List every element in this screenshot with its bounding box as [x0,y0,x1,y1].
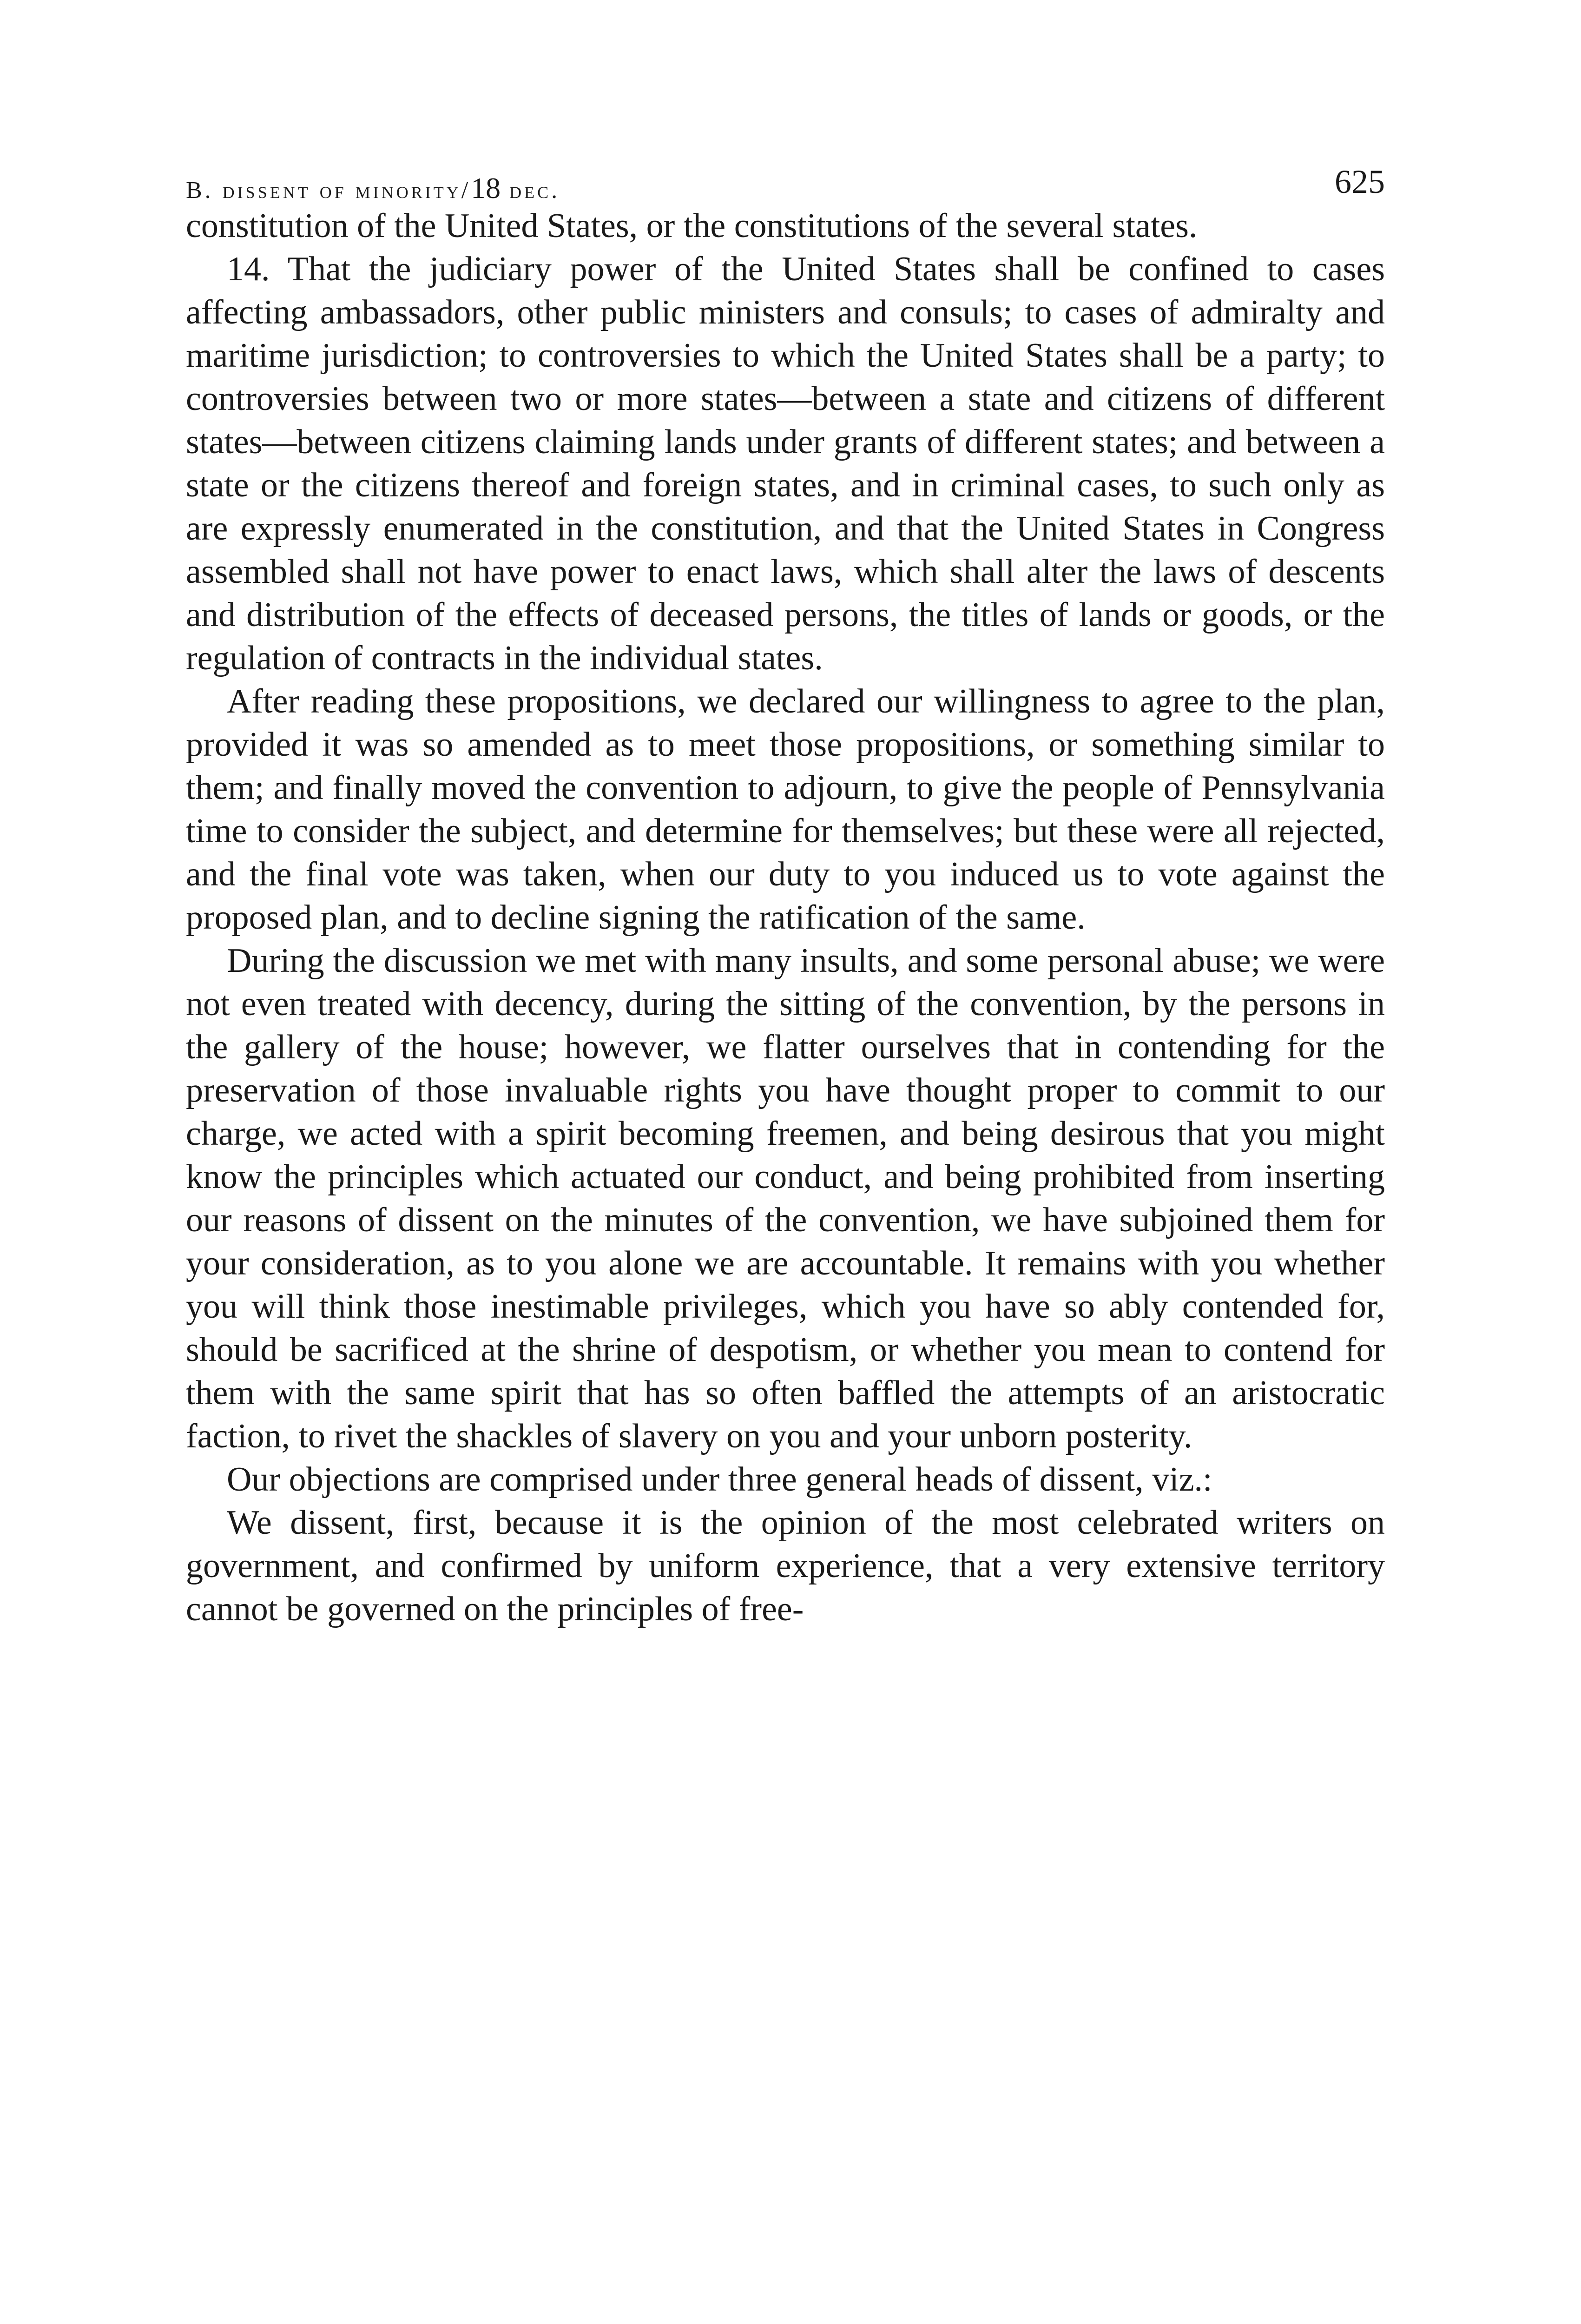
paragraph-item-14: 14. That the judiciary power of the United States shall be confined to cases affecting ambassadors, other public ministers and consuls; to cases of admiralty and maritime jurisdiction; to controversies to which the United States shall be a party; to controversies between two or more states—between a state and citizens of different states—between citizens claiming lands under grants of different states; and between a state or the citizens thereof and foreign states, and in criminal cases, to such only as are expressly enumerated in the constitution, and that the United States in Congress assembled shall not have power to enact laws, which shall alter the laws of descents and distribution of the effects of deceased persons, the titles of lands or goods, or the regulation of contracts in the individual states. [186,250,1385,677]
running-head-title-number: 18 [471,172,501,205]
document-page [186,153,1385,1631]
paragraph-discussion: During the discussion we met with many insults, and some personal abuse; we were not even treated with decency, during the sitting of the convention, by the persons in the gallery of the house; however, we flatter ourselves that in contending for the preservation of those invaluable rights you have thought proper to commit to our charge, we acted with a spirit becoming freemen, and being desirous that you might know the principles which actuated our conduct, and being prohibited from inserting our reasons of dissent on the minutes of the convention, we have subjoined them for your consideration, as to you alone we are accountable. It remains with you whether you will think those inestimable privileges, which you have so ably contended for, should be sacrificed at the shrine of despotism, or whether you mean to contend for them with the same spirit that has so often baffled the attempts of an aristocratic faction, to rivet the shackles of slavery on you and your unborn posterity. [186,942,1385,1455]
paragraph-first-dissent: We dissent, first, because it is the opinion of the most celebrated writers on government, and confirmed by uniform experience, that a very extensive territory cannot be governed on the principles of free- [186,1504,1385,1628]
page-number: 625 [1335,163,1385,200]
running-head-title-suffix: dec. [501,177,560,204]
body-text [186,205,1385,1631]
paragraph-continuation: constitution of the United States, or the constitutions of the several states. [186,207,1198,245]
paragraph-objections: Our objections are comprised under three general heads of dissent, viz.: [227,1460,1212,1499]
running-head-title-prefix: B. dissent of minority/ [186,177,471,204]
running-head-title [186,171,560,205]
paragraph-propositions: After reading these propositions, we declared our willingness to agree to the plan, provided it was so amended as to meet those propositions, or something similar to them; and finally moved the convention to adjourn, to give the people of Pennsylvania time to consider the subject, and determine for themselves; but these were all rejected, and the final vote was taken, when our duty to you induced us to vote against the proposed plan, and to decline signing the ratification of the same. [186,682,1385,937]
running-head [186,153,1385,205]
